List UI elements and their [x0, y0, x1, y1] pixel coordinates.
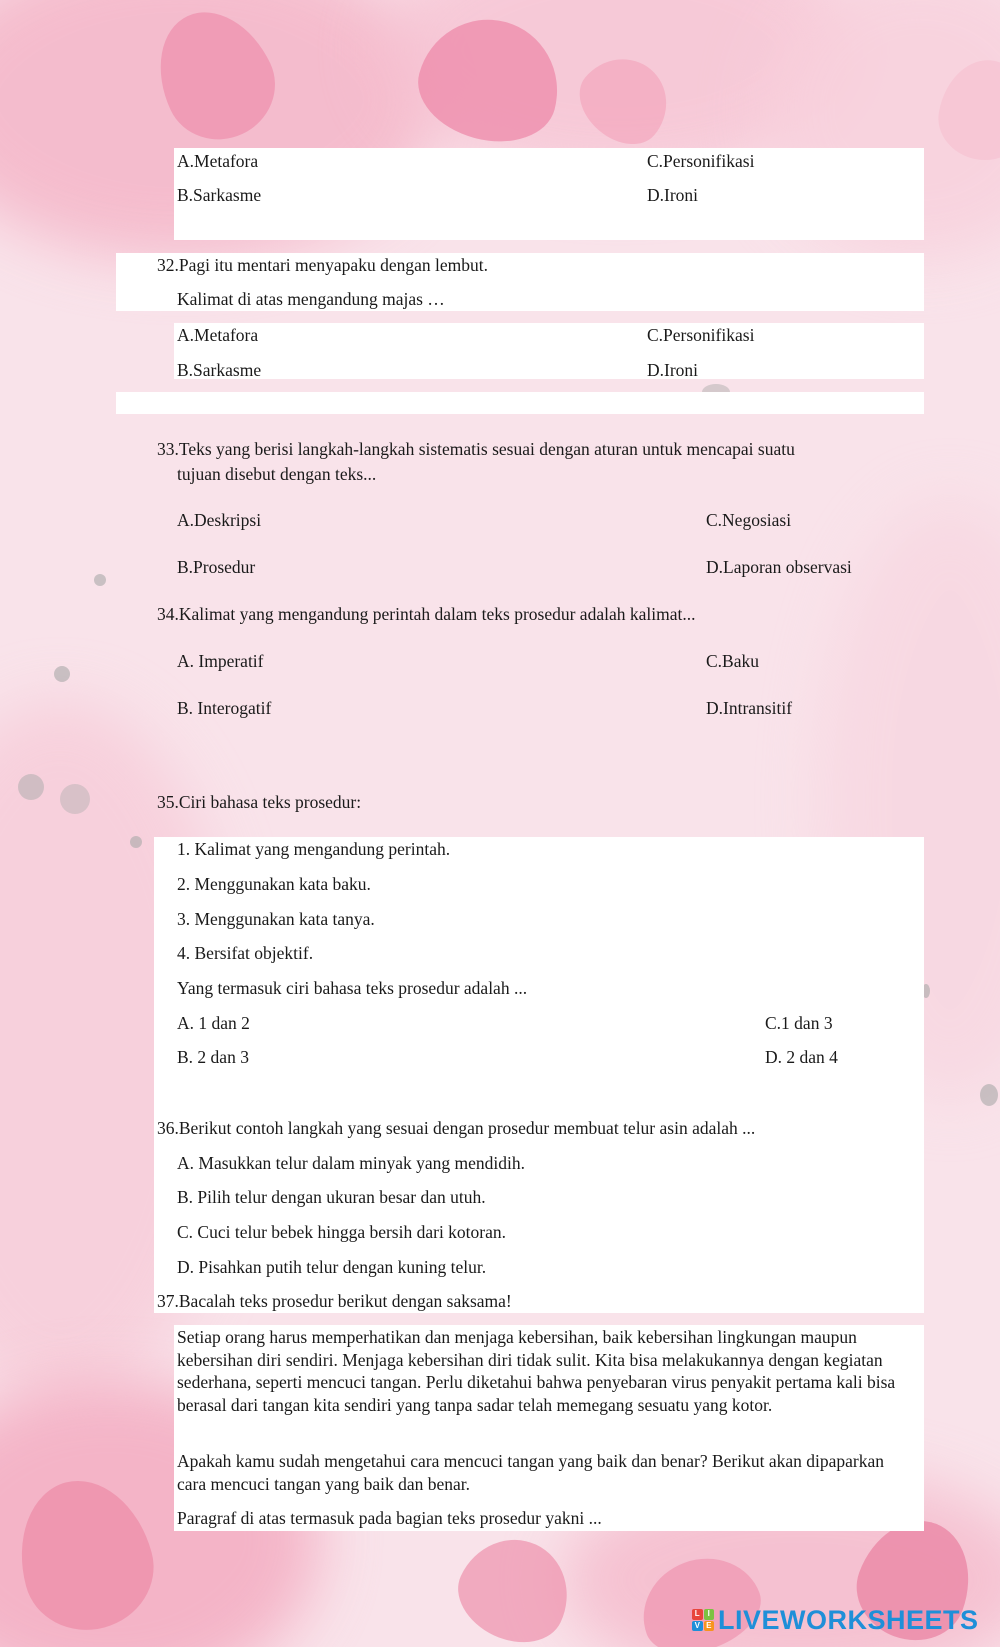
q35-item-3: 3. Menggunakan kata tanya.	[177, 909, 375, 929]
q35-item-2: 2. Menggunakan kata baku.	[177, 874, 371, 894]
q32-option-d[interactable]: D.Ironi	[647, 360, 699, 380]
q35-option-b[interactable]: B. 2 dan 3	[177, 1047, 249, 1067]
q31-option-b[interactable]: B.Sarkasme	[177, 185, 262, 205]
q33-option-d[interactable]: D.Laporan observasi	[706, 557, 852, 577]
q33-option-b[interactable]: B.Prosedur	[177, 557, 256, 577]
q36-option-b[interactable]: B. Pilih telur dengan ukuran besar dan utuh.	[177, 1187, 486, 1207]
q32-option-c[interactable]: C.Personifikasi	[647, 325, 755, 345]
q32-question: 32.Pagi itu mentari menyapaku dengan lembut.	[157, 255, 488, 275]
q35-option-c[interactable]: C.1 dan 3	[765, 1013, 833, 1033]
q31-option-c[interactable]: C.Personifikasi	[647, 151, 755, 171]
q33-option-a[interactable]: A.Deskripsi	[177, 510, 262, 530]
q34-option-a[interactable]: A. Imperatif	[177, 651, 264, 671]
q32-answer-strip	[116, 392, 924, 414]
q37-paragraph-2: Apakah kamu sudah mengetahui cara mencuci tangan yang baik dan benar? Berikut akan dipaparkan cara mencuci tangan yang baik dan benar.	[177, 1451, 885, 1494]
logo-grid-icon: L I V E	[692, 1609, 714, 1631]
q35-item-4: 4. Bersifat objektif.	[177, 943, 314, 963]
q32-option-b[interactable]: B.Sarkasme	[177, 360, 262, 380]
q35-question: 35.Ciri bahasa teks prosedur:	[157, 792, 362, 812]
q33-option-c[interactable]: C.Negosiasi	[706, 510, 792, 530]
q31-options-box	[174, 148, 924, 240]
q34-option-c[interactable]: C.Baku	[706, 651, 759, 671]
liveworksheets-logo[interactable]	[692, 1602, 979, 1638]
q31-option-d[interactable]: D.Ironi	[647, 185, 699, 205]
q33-question-line2: tujuan disebut dengan teks...	[177, 464, 377, 484]
q35-item-1: 1. Kalimat yang mengandung perintah.	[177, 839, 451, 859]
q36-option-c[interactable]: C. Cuci telur bebek hingga bersih dari kotoran.	[177, 1222, 507, 1242]
q32-prompt: Kalimat di atas mengandung majas …	[177, 289, 445, 309]
q35-option-a[interactable]: A. 1 dan 2	[177, 1013, 250, 1033]
q34-option-d[interactable]: D.Intransitif	[706, 698, 793, 718]
q32-options-box	[174, 323, 924, 379]
q34-question: 34.Kalimat yang mengandung perintah dalam teks prosedur adalah kalimat...	[157, 604, 696, 624]
q33-question-line1: 33.Teks yang berisi langkah-langkah sistematis sesuai dengan aturan untuk mencapai suatu	[157, 439, 795, 459]
q36-question: 36.Berikut contoh langkah yang sesuai dengan prosedur membuat telur asin adalah ...	[157, 1118, 756, 1138]
q36-option-d[interactable]: D. Pisahkan putih telur dengan kuning telur.	[177, 1257, 487, 1277]
logo-wordmark: LIVEWORKSHEETS	[718, 1604, 979, 1635]
q31-option-a[interactable]: A.Metafora	[177, 151, 259, 171]
q37-question: 37.Bacalah teks prosedur berikut dengan saksama!	[157, 1291, 512, 1311]
q32-option-a[interactable]: A.Metafora	[177, 325, 259, 345]
q37-prompt: Paragraf di atas termasuk pada bagian teks prosedur yakni ...	[177, 1508, 602, 1528]
q35-prompt: Yang termasuk ciri bahasa teks prosedur adalah ...	[177, 978, 528, 998]
q36-option-a[interactable]: A. Masukkan telur dalam minyak yang mendidih.	[177, 1153, 525, 1173]
q35-option-d[interactable]: D. 2 dan 4	[765, 1047, 838, 1067]
q37-paragraph-1: Setiap orang harus memperhatikan dan menjaga kebersihan, baik kebersihan lingkungan maupun kebersihan diri sendiri. Menjaga kebersihan diri tidak sulit. Kita bisa melakukannya dengan kegiatan sederhana, seperti mencuci tangan. Perlu diketahui bahwa penyebaran virus penyakit pertama kali bisa berasal dari tangan kita sendiri yang tanpa sadar telah memegang sesuatu yang kotor.	[177, 1327, 896, 1415]
q34-option-b[interactable]: B. Interogatif	[177, 698, 272, 718]
